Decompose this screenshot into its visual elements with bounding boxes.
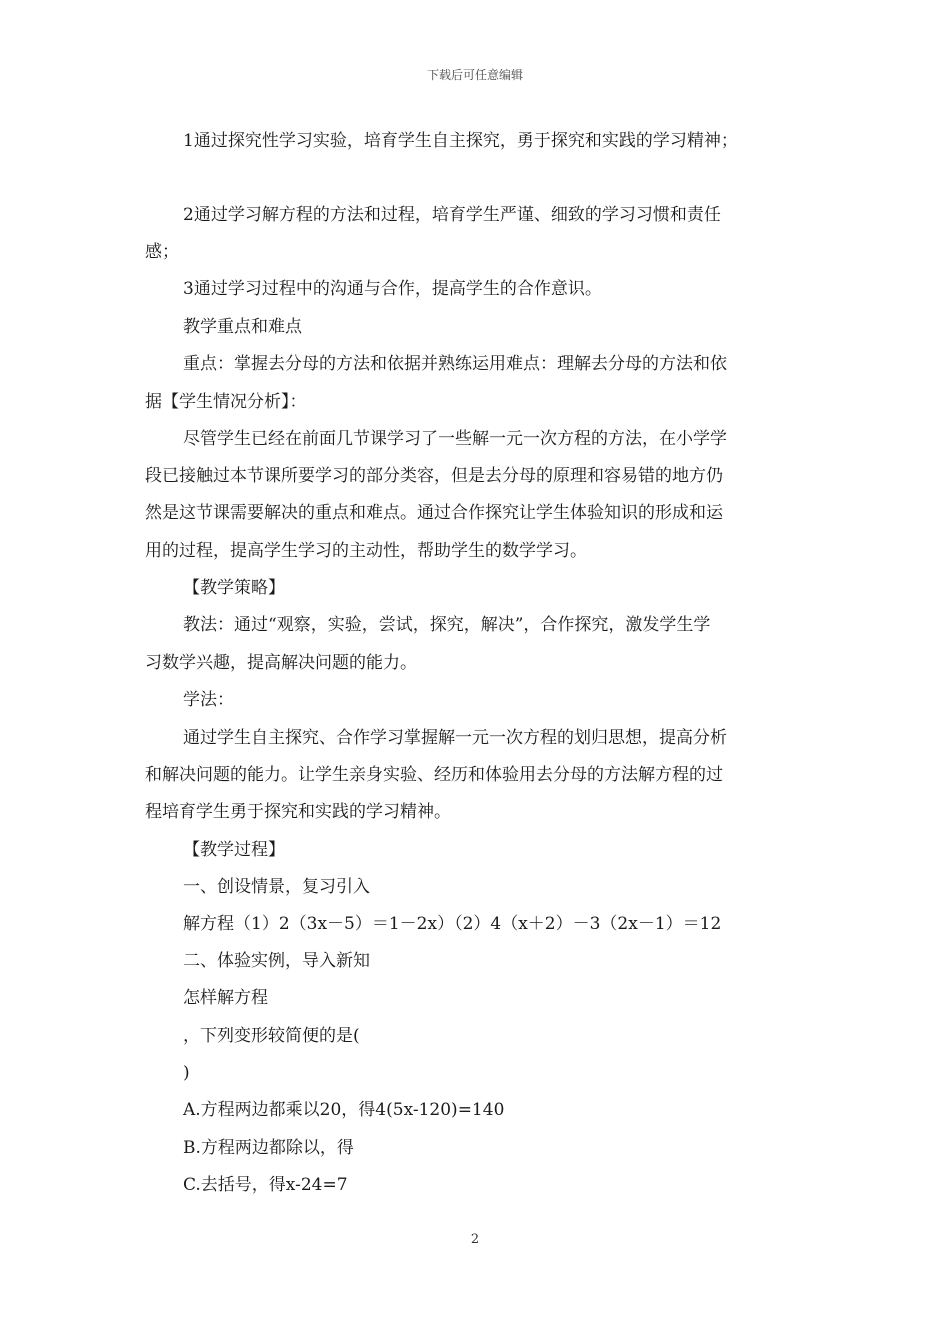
- page-header: 下载后可任意编辑: [426, 68, 523, 82]
- analysis-line-1: 尽管学生已经在前面几节课学习了一些解一元一次方程的方法，在小学学: [183, 429, 727, 449]
- objective-line-3: 3通过学习过程中的沟通与合作，提高学生的合作意识。: [183, 279, 602, 299]
- question-line-2: ，下列变形较简便的是(: [183, 1026, 360, 1046]
- process-step-1-heading: 一、创设情景，复习引入: [183, 877, 370, 897]
- review-equations: 解方程（1）2（3x－5）＝1－2x）（2）4（x＋2）－3（2x－1）＝12: [183, 914, 722, 934]
- teaching-method-line-2: 习数学兴趣，提高解决问题的能力。: [145, 653, 417, 673]
- objective-line-2-cont: 感；: [145, 242, 179, 262]
- section-heading-strategy: 【教学策略】: [183, 578, 285, 598]
- option-c: C.去括号，得x-24=7: [183, 1175, 348, 1195]
- analysis-line-4: 用的过程，提高学生学习的主动性，帮助学生的数学学习。: [145, 541, 587, 561]
- objective-line-1: 1通过探究性学习实验，培育学生自主探究，勇于探究和实践的学习精神；: [183, 131, 738, 151]
- objective-line-2: 2通过学习解方程的方法和过程，培育学生严谨、细致的学习习惯和责任: [183, 205, 721, 225]
- section-heading-process: 【教学过程】: [183, 840, 285, 860]
- analysis-line-2: 段已接触过本节课所要学习的部分类容，但是去分母的原理和容易错的地方仍: [145, 466, 723, 486]
- learning-method-line-1: 通过学生自主探究、合作学习掌握解一元一次方程的划归思想，提高分析: [183, 728, 727, 748]
- option-b: B.方程两边都除以，得: [183, 1138, 354, 1158]
- learning-method-line-3: 程培育学生勇于探究和实践的学习精神。: [145, 802, 451, 822]
- learning-method-label: 学法：: [183, 690, 234, 710]
- key-points-line-1: 重点：掌握去分母的方法和依据并熟练运用难点：理解去分母的方法和依: [183, 354, 727, 374]
- analysis-line-3: 然是这节课需要解决的重点和难点。通过合作探究让学生体验知识的形成和运: [145, 503, 723, 523]
- page-number: 2: [470, 1232, 480, 1247]
- learning-method-line-2: 和解决问题的能力。让学生亲身实验、经历和体验用去分母的方法解方程的过: [145, 765, 723, 785]
- question-line-1: 怎样解方程: [183, 988, 268, 1008]
- teaching-method-line-1: 教法：通过“观察，实验，尝试，探究，解决”，合作探究，激发学生学: [183, 615, 711, 635]
- process-step-2-heading: 二、体验实例，导入新知: [183, 951, 370, 971]
- question-line-3: ): [183, 1063, 190, 1083]
- option-a: A.方程两边都乘以20，得4(5x-120)=140: [183, 1100, 505, 1120]
- section-heading-key-points: 教学重点和难点: [183, 317, 302, 337]
- key-points-line-2: 据【学生情况分析】：: [145, 392, 307, 412]
